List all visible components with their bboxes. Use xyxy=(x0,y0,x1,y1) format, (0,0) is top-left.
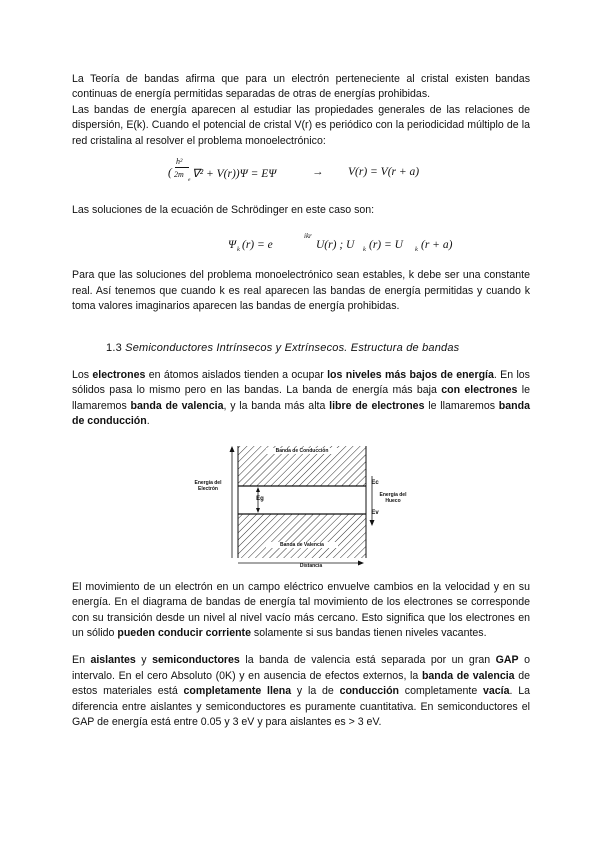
term-aislantes: aislantes xyxy=(90,654,136,667)
section-number: 1.3 xyxy=(106,341,122,354)
term-banda-de-valencia: banda de valencia xyxy=(421,669,515,682)
valence-band xyxy=(238,514,366,558)
insulators-paragraph: En aislantes y semiconductores la banda de valencia está separada por un gran GAP o intervalo. En el cero Absoluto (0K) y en ausencia de efectos externos, la banda de valencia de estos materiales está completamente llena y la de conducción completamente vacía. La diferencia entre aislantes y semiconductores es puramente cuantitativa. En semiconductores el GAP de energía está entre 0.05 y 3 eV y para aislantes es > 3 eV. xyxy=(72,654,531,728)
term-banda-valencia: banda de valencia xyxy=(130,399,224,412)
eq2-u-part: U(r) ; U xyxy=(316,239,355,252)
equation-bloch xyxy=(72,228,530,258)
term-completamente-llena: completamente llena xyxy=(183,685,292,698)
distance-label: Distancia xyxy=(299,562,323,569)
eq2-u-rest-2: (r + a) xyxy=(421,239,453,252)
term-conducir-corriente: pueden conducir corriente xyxy=(117,626,251,639)
section-paragraph: Los electrones en átomos aislados tienden a ocupar los niveles más bajos de energía. En los sólidos pasa lo mismo pero en las bandas. La banda de energía más baja con electrones le llamaremos banda de valencia, y la banda más alta libre de electrones le llamaremos banda de conducción. xyxy=(72,369,530,428)
eq2-psi-rest: (r) = e xyxy=(242,239,273,252)
eq1-left-paren: ( xyxy=(168,167,172,180)
conduction-band-label: Banda de Conducción xyxy=(266,448,338,454)
equation-schrodinger xyxy=(72,157,530,189)
term-libre-electrones: libre de electrones xyxy=(329,399,425,412)
term-vacia: vacía xyxy=(482,685,510,698)
eq1-operator: ∇² + V(r))Ψ = EΨ xyxy=(192,168,277,181)
movement-paragraph: El movimiento de un electrón en un campo eléctrico envuelve cambios en la velocidad y en su energía. En el diagrama de bandas de energía tal movimiento de los electrones se corresponde con su transición desde un nivel al nivel vacío más cercano. Esto significa que los electrones en un sólido pueden conducir corriente solamente si sus bandas tienen niveles vacantes. xyxy=(72,580,530,639)
eq2-psi: Ψ xyxy=(228,239,237,252)
eq2-u-rest-1: (r) = U xyxy=(369,239,403,252)
band-diagram-graphic xyxy=(72,444,530,568)
eq1-periodicity: V(r) = V(r + a) xyxy=(348,166,420,179)
document-page xyxy=(72,72,530,730)
hole-energy-label: Energía del Hueco xyxy=(379,491,407,504)
term-banda-conduccion: banda de conducción xyxy=(72,399,530,428)
eg-label: Eg xyxy=(256,495,264,502)
electron-energy-arrowhead xyxy=(230,446,235,452)
term-niveles-bajos: los niveles más bajos de energía xyxy=(327,369,494,382)
eq1-fraction-bar xyxy=(175,167,189,168)
eq2-u-sub-1: k xyxy=(363,246,366,254)
term-con-electrones: con electrones xyxy=(441,384,518,397)
eq1-arrow: → xyxy=(312,166,324,179)
intro-paragraph-1: La Teoría de bandas afirma que para un electrón perteneciente al cristal existen bandas continuas de energía permitidas separadas de otras de energías prohibidas. xyxy=(72,73,530,101)
eq2-u-sub-2: k xyxy=(415,246,418,254)
eq1-denominator-sub: e xyxy=(188,177,191,184)
eq2-exponent: ikr xyxy=(304,232,312,241)
electron-energy-label: Energía del Electrón xyxy=(194,479,222,492)
eq1-fraction-numerator: h² xyxy=(176,157,183,167)
eq2-psi-sub: k xyxy=(237,246,240,254)
section-title: Semiconductores Intrínsecos y Extrínsecos. Estructura de bandas xyxy=(125,341,460,354)
eg-arrowhead-down xyxy=(256,508,260,513)
valence-band-label: Banda de Valencia xyxy=(266,542,338,548)
intro-paragraph-2: Las bandas de energía aparecen al estudiar las propiedades generales de las relaciones de dispersión, E(k). Cuando el potencial de cristal V(r) es periódico con la periodicidad múltiplo de la red cristalina al resolver el problema monoelectrónico: xyxy=(72,103,530,147)
hole-energy-arrowhead xyxy=(370,520,375,526)
term-conduccion: conducción xyxy=(339,685,400,698)
term-gap: GAP xyxy=(495,654,519,667)
ec-label: Ec xyxy=(371,479,379,486)
section-heading xyxy=(106,341,530,356)
band-diagram xyxy=(72,444,530,568)
solutions-intro: Las soluciones de la ecuación de Schrödinger en este caso son: xyxy=(72,204,375,217)
stability-paragraph: Para que las soluciones del problema monoelectrónico sean estables, k debe ser una constante real. Así tenemos que cuando k es real aparecen las bandas de energía permitidas y cuando k toma valores imaginarios aparecen las bandas de energía prohibidas. xyxy=(72,269,530,313)
distance-arrowhead xyxy=(358,560,364,565)
eg-arrowhead-up xyxy=(256,487,260,492)
eq1-fraction-denominator: 2m xyxy=(174,170,184,180)
term-semiconductores: semiconductores xyxy=(152,654,240,667)
ev-label: Ev xyxy=(371,509,379,516)
term-electrones: electrones xyxy=(92,369,146,382)
